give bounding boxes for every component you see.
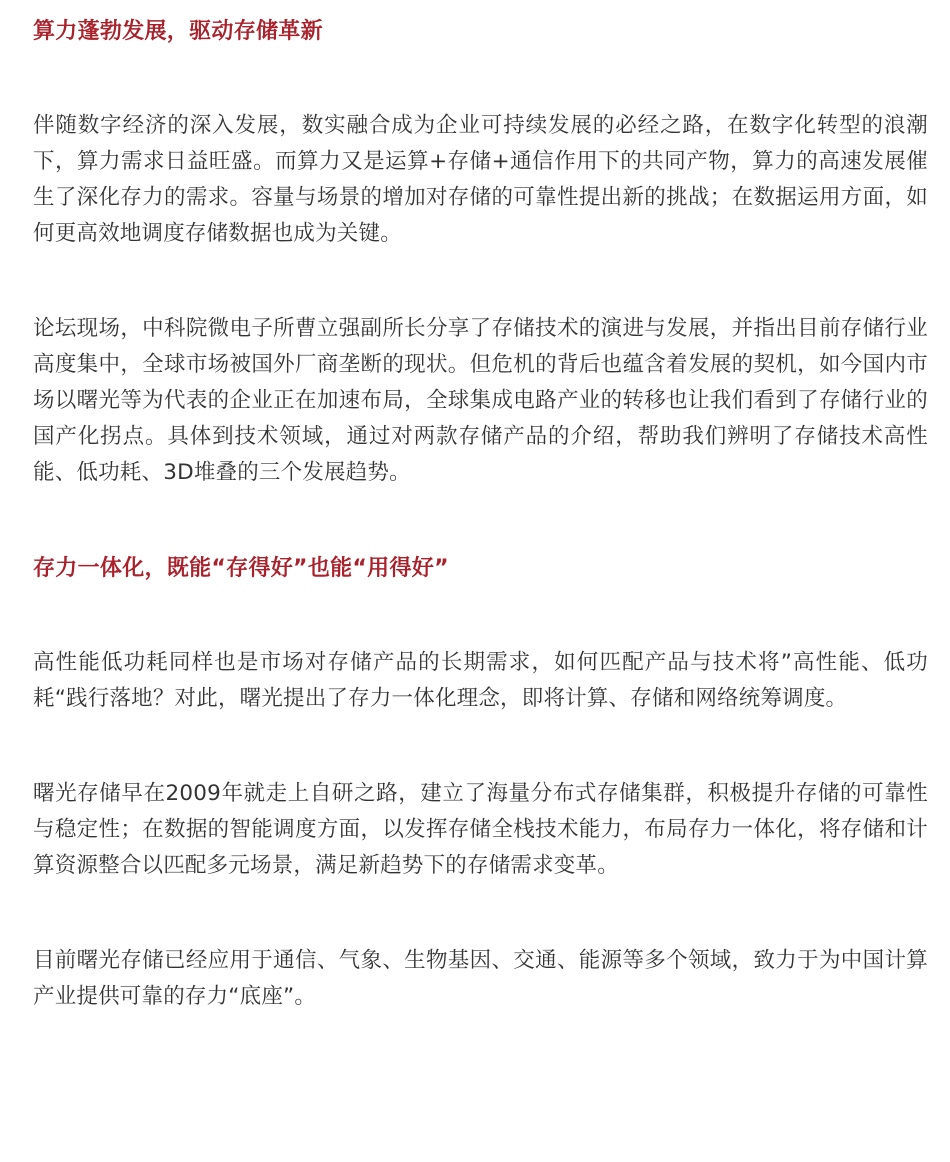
paragraph-digital-economy: 伴随数字经济的深入发展，数实融合成为企业可持续发展的必经之路，在数字化转型的浪潮下，算力需求日益旺盛。而算力又是运算+存储+通信作用下的共同产物，算力的高速发展催生了深化存力的需求。容量与场景的增加对存储的可靠性提出新的挑战；在数据运用方面，如何更高效地调度存储数据也成为关键。 [33, 113, 928, 246]
spacer [33, 50, 928, 108]
section-heading-storage-integration: 存力一体化，既能“存得好”也能“用得好” [33, 556, 449, 581]
paragraph-applications: 目前曙光存储已经应用于通信、气象、生物基因、交通、能源等多个领域，致力于为中国计算产业提供可靠的存力“底座”。 [33, 948, 928, 1009]
paragraph-forum-sharing: 论坛现场，中科院微电子所曹立强副所长分享了存储技术的演进与发展，并指出目前存储行业高度集中，全球市场被国外厂商垄断的现状。但危机的背后也蕴含着发展的契机，如今国内市场以曙光等为代表的企业正在加速布局，全球集成电路产业的转移也让我们看到了存储行业的国产化拐点。具体到技术领域，通过对两款存储产品的介绍，帮助我们辨明了存储技术高性能、低功耗、3D堆叠的三个发展趋势。 [33, 316, 928, 485]
spacer [33, 717, 928, 776]
spacer [33, 587, 928, 645]
section-heading-computing-power: 算力蓬勃发展，驱动存储革新 [33, 19, 323, 44]
spacer [33, 884, 928, 943]
spacer [33, 252, 928, 311]
paragraph-sugon-storage-history: 曙光存储早在2009年就走上自研之路，建立了海量分布式存储集群，积极提升存储的可靠性与稳定性；在数据的智能调度方面，以发挥存储全栈技术能力，布局存力一体化，将存储和计算资源整合以匹配多元场景，满足新趋势下的存储需求变革。 [33, 781, 928, 878]
spacer [33, 491, 928, 551]
paragraph-high-performance: 高性能低功耗同样也是市场对存储产品的长期需求，如何匹配产品与技术将”高性能、低功耗“践行落地？对此，曙光提出了存力一体化理念，即将计算、存储和网络统筹调度。 [33, 650, 928, 711]
